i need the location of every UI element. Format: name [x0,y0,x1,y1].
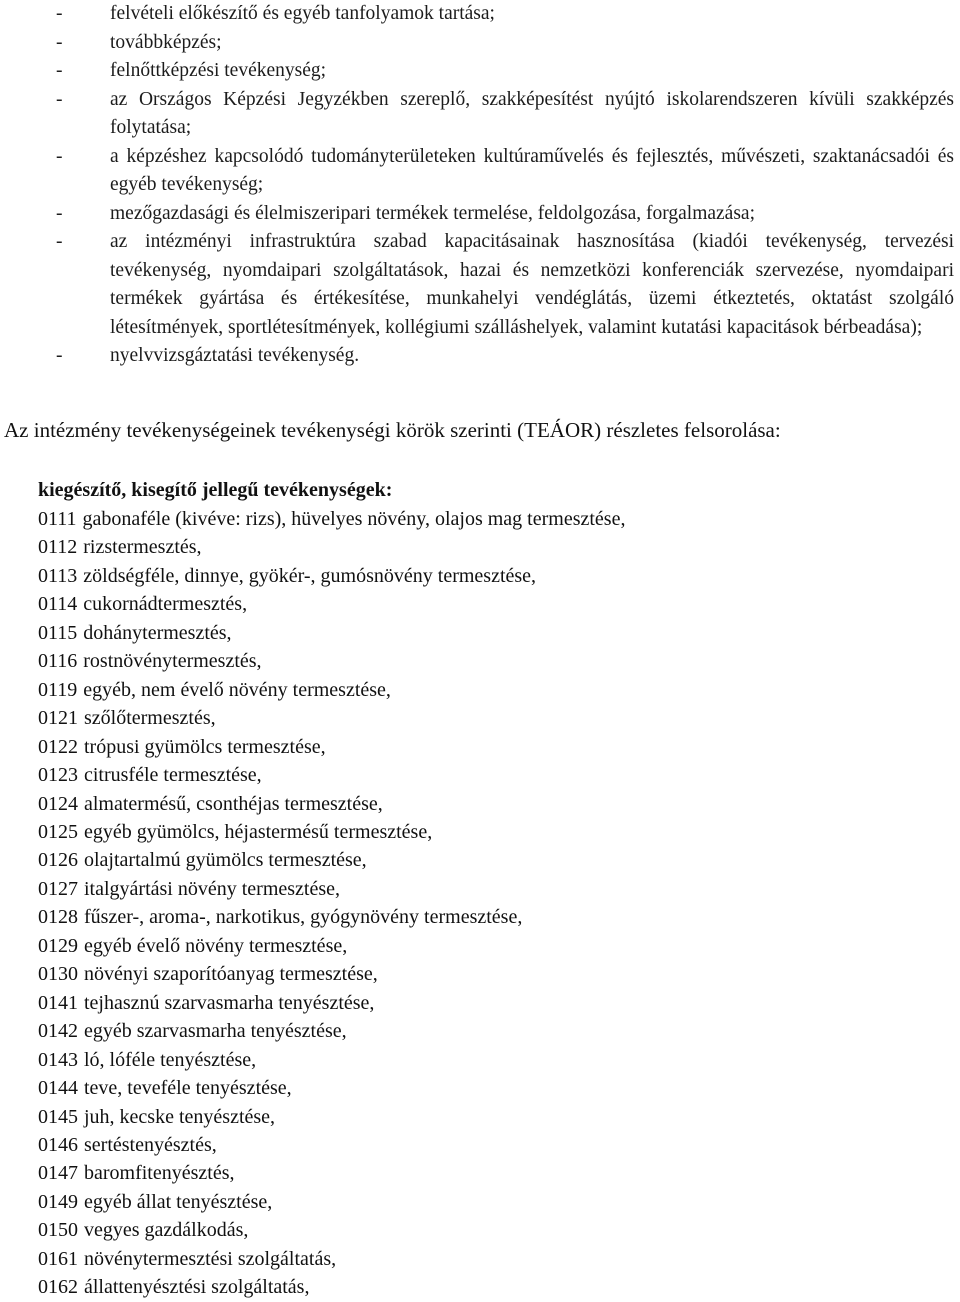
teaor-code: 0116 [38,650,78,673]
code-item [38,903,625,931]
teaor-code: 0126 [38,849,78,872]
code-description: cukornádtermesztés, [83,593,248,616]
teaor-code: 0142 [38,1020,78,1043]
code-description: egyéb állat tenyésztése, [84,1190,273,1213]
teaor-code: 0144 [38,1077,78,1100]
activity-item [0,86,960,143]
code-description: sertéstenyésztés, [84,1133,217,1156]
code-description: ló, lóféle tenyésztése, [84,1048,257,1071]
activity-text: felvételi előkészítő és egyéb tanfolyamok tartása; [110,3,495,24]
code-item [38,505,625,533]
teaor-code: 0128 [38,906,78,929]
teaor-code: 0122 [38,735,78,758]
code-item [38,1103,625,1131]
sub-heading: kiegészítő, kisegítő jellegű tevékenységek: [38,479,393,501]
code-description: egyéb évelő növény termesztése, [84,934,348,957]
code-item [38,846,625,874]
teaor-code: 0123 [38,764,78,787]
teaor-code: 0146 [38,1133,78,1156]
code-item [38,1046,625,1074]
teaor-code: 0115 [38,621,78,644]
teaor-code: 0129 [38,934,78,957]
code-item [38,590,625,618]
code-item [38,733,625,761]
teaor-code: 0149 [38,1190,78,1213]
activity-text: felnőttképzési tevékenység; [110,60,327,81]
activity-item [0,342,960,371]
activity-item [0,228,960,342]
teaor-code: 0145 [38,1105,78,1128]
teaor-code: 0147 [38,1162,78,1185]
code-item [38,1216,625,1244]
code-description: növényi szaporítóanyag termesztése, [84,963,378,986]
activity-text: a képzéshez kapcsolódó tudományterületeken kultúraművelés és fejlesztés, művészeti, szaktanácsadói és egyéb tevékenység; [110,145,954,195]
code-description: állattenyésztési szolgáltatás, [84,1276,310,1299]
code-item [38,1017,625,1045]
code-description: rostnövénytermesztés, [83,650,262,673]
code-item [38,676,625,704]
activity-item [0,57,960,86]
code-item [38,647,625,675]
teaor-code: 0121 [38,707,78,730]
code-description: növénytermesztési szolgáltatás, [84,1247,337,1270]
code-description: citrusféle termesztése, [84,764,262,787]
activity-text: mezőgazdasági és élelmiszeripari termékek termelése, feldolgozása, forgalmazása; [110,202,755,224]
code-item [38,960,625,988]
list-dash: - [56,3,63,24]
activity-text: továbbképzés; [110,31,222,53]
code-description: vegyes gazdálkodás, [84,1219,249,1242]
teaor-code: 0111 [38,508,77,530]
code-item [38,1188,625,1216]
code-item [38,818,625,846]
code-description: zöldségféle, dinnye, gyökér-, gumósnövény termesztése, [83,564,537,587]
code-item [38,533,625,561]
list-dash: - [56,60,63,81]
code-description: egyéb gyümölcs, héjastermésű termesztése, [84,820,433,843]
teaor-code: 0150 [38,1219,78,1242]
code-item [38,1131,625,1159]
code-description: almatermésű, csonthéjas termesztése, [84,792,383,815]
teaor-code: 0114 [38,593,78,616]
teaor-code: 0125 [38,820,78,843]
teaor-code: 0112 [38,536,78,559]
code-item [38,1074,625,1102]
list-dash: - [56,345,63,366]
code-item [38,704,625,732]
code-item [38,790,625,818]
list-dash: - [56,202,63,224]
code-description: juh, kecske tenyésztése, [84,1105,276,1128]
teaor-code-list [38,505,625,1302]
list-dash: - [56,231,63,252]
code-item [38,932,625,960]
code-description: baromfitenyésztés, [84,1162,235,1185]
code-item [38,562,625,590]
activity-list [0,0,960,371]
teaor-code: 0143 [38,1048,78,1071]
teaor-code: 0124 [38,792,78,815]
list-dash: - [56,31,63,53]
activity-text: nyelvvizsgáztatási tevékenység. [110,345,360,366]
code-description: egyéb szarvasmarha tenyésztése, [84,1020,347,1043]
code-description: szőlőtermesztés, [84,707,216,730]
list-dash: - [56,88,63,110]
teaor-code: 0162 [38,1276,78,1299]
activity-text: az Országos Képzési Jegyzékben szereplő, szakképesítést nyújtó iskolarendszeren kívüli szakképzés folytatása; [110,88,954,138]
activity-text: az intézményi infrastruktúra szabad kapacitásainak hasznosítása (kiadói tevékenység, tervezési tevékenység, nyomdaipari szolgáltatások, hazai és nemzetközi konferenciák szervezése, nyomdaipari termékek gyártása és értékesítése, munkahelyi vendéglátás, üzemi étkeztetés, oktatást szolgáló létesítmények, sportlétesítmények, kollégiumi szálláshelyek, valamint kutatási kapacitások bérbeadása); [110,231,954,338]
code-item [38,1159,625,1187]
section-title: Az intézmény tevékenységeinek tevékenységi körök szerinti (TEÁOR) részletes felsorolása: [4,418,781,442]
code-description: rizstermesztés, [83,536,202,559]
teaor-code: 0113 [38,564,78,587]
teaor-code: 0141 [38,991,78,1014]
activity-item [0,200,960,229]
activity-item [0,143,960,200]
code-description: teve, teveféle tenyésztése, [84,1077,292,1100]
code-item [38,989,625,1017]
activity-item [0,29,960,58]
teaor-code: 0127 [38,877,78,900]
code-description: italgyártási növény termesztése, [84,877,341,900]
code-item [38,761,625,789]
code-description: dohánytermesztés, [83,621,232,644]
code-item [38,619,625,647]
code-description: trópusi gyümölcs termesztése, [84,735,326,758]
code-item [38,1273,625,1301]
code-description: egyéb, nem évelő növény termesztése, [83,678,391,701]
code-description: tejhasznú szarvasmarha tenyésztése, [84,991,375,1014]
code-description: fűszer-, aroma-, narkotikus, gyógynövény termesztése, [84,906,523,929]
teaor-code: 0130 [38,963,78,986]
teaor-code: 0161 [38,1247,78,1270]
code-item [38,1245,625,1273]
activity-item [0,0,960,29]
code-description: gabonaféle (kivéve: rizs), hüvelyes növény, olajos mag termesztése, [82,508,626,530]
list-dash: - [56,145,63,167]
code-item [38,875,625,903]
teaor-code: 0119 [38,678,78,701]
code-description: olajtartalmú gyümölcs termesztése, [84,849,367,872]
